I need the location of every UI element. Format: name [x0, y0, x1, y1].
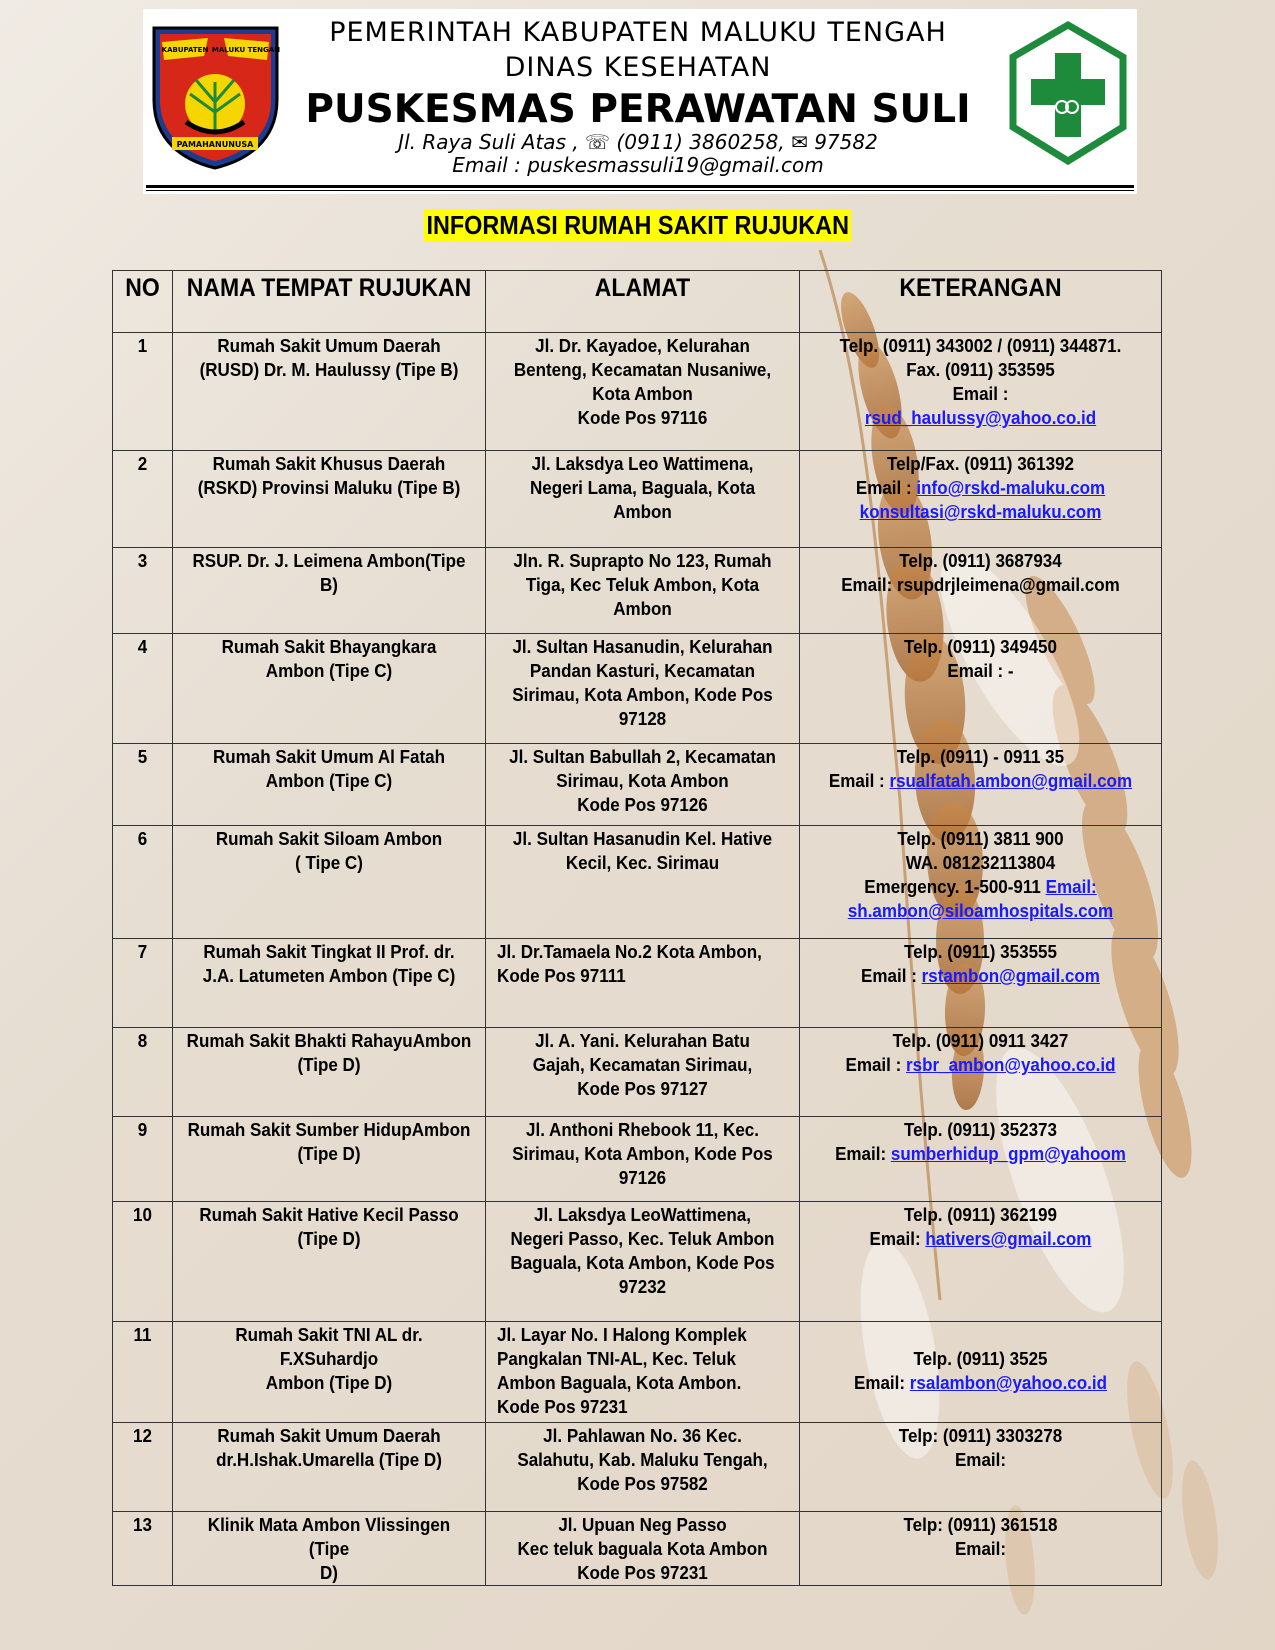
page-title: INFORMASI RUMAH SAKIT RUJUKAN: [424, 209, 852, 242]
cell-info: [800, 1423, 1162, 1512]
email-link[interactable]: konsultasi@rskd-maluku.com: [859, 501, 1102, 522]
letterhead-rule-thick: [146, 185, 1134, 188]
letterhead-address: Jl. Raya Suli Atas , ☏ (0911) 3860258, ✉ 97582: [398, 130, 878, 154]
cell-info: [800, 1028, 1162, 1117]
email-link[interactable]: rsbr_ambon@yahoo.co.id: [906, 1054, 1116, 1075]
email-label: Emergency. 1-500-911: [864, 876, 1046, 897]
referral-table: [112, 270, 1162, 1586]
table-row: [113, 634, 1162, 744]
cell-no: 5: [113, 744, 173, 826]
cell-address: Jl. Dr.Tamaela No.2 Kota Ambon, Kode Pos 97111: [486, 939, 800, 1028]
cell-name: Rumah Sakit Bhayangkara Ambon (Tipe C): [173, 634, 486, 744]
cell-name: Rumah Sakit Umum Al Fatah Ambon (Tipe C): [173, 744, 486, 826]
cell-info: [800, 548, 1162, 634]
table-row: [113, 1423, 1162, 1512]
info-line: Telp. (0911) 3525: [913, 1348, 1048, 1369]
cell-address: Jl. Sultan Hasanudin, Kelurahan Pandan Kasturi, Kecamatan Sirimau, Kota Ambon, Kode Pos 97128: [486, 634, 800, 744]
cell-info: [800, 1512, 1162, 1586]
info-line: Telp. (0911) 3811 900: [897, 828, 1064, 849]
info-line: Telp. (0911) 362199: [904, 1204, 1057, 1225]
cell-address: Jl. Laksdya LeoWattimena, Negeri Passo, Kec. Teluk Ambon Baguala, Kota Ambon, Kode Pos 97232: [486, 1202, 800, 1322]
cell-info: [800, 1117, 1162, 1202]
cell-info: [800, 744, 1162, 826]
email-label: Email :: [828, 770, 890, 791]
email-label: Email :: [855, 477, 917, 498]
table-row: [113, 826, 1162, 939]
letterhead-department: DINAS KESEHATAN: [504, 52, 772, 83]
info-line: Telp. (0911) 0911 3427: [892, 1030, 1069, 1051]
email-line: [814, 476, 1146, 500]
email-line: [814, 1053, 1146, 1077]
info-line: [814, 1323, 1146, 1347]
cell-name: Rumah Sakit Tingkat II Prof. dr. J.A. Latumeten Ambon (Tipe C): [173, 939, 486, 1028]
letterhead: [143, 9, 1137, 194]
email-label: Email:: [835, 1143, 891, 1164]
header-info: KETERANGAN: [800, 271, 1162, 333]
email-link[interactable]: sh.ambon@siloamhospitals.com: [847, 900, 1114, 921]
email-line: [814, 964, 1146, 988]
info-line: Telp. (0911) 3687934: [899, 550, 1062, 571]
email-line: [814, 769, 1146, 793]
cell-name: RSUP. Dr. J. Leimena Ambon(Tipe B): [173, 548, 486, 634]
cell-name: Rumah Sakit Khusus Daerah (RSKD) Provinsi Maluku (Tipe B): [173, 451, 486, 548]
email-label: Email:: [853, 1372, 910, 1393]
cell-address: Jl. Sultan Babullah 2, Kecamatan Sirimau, Kota Ambon Kode Pos 97126: [486, 744, 800, 826]
cell-no: 10: [113, 1202, 173, 1322]
title-wrap: [0, 209, 1275, 242]
header-name: NAMA TEMPAT RUJUKAN: [173, 271, 486, 333]
cell-no: 6: [113, 826, 173, 939]
cell-address: Jl. Layar No. I Halong Komplek Pangkalan TNI-AL, Kec. Teluk Ambon Baguala, Kota Ambon. Kode Pos 97231: [486, 1322, 800, 1423]
table-row: [113, 939, 1162, 1028]
cell-no: 3: [113, 548, 173, 634]
cell-no: 9: [113, 1117, 173, 1202]
cell-info: [800, 826, 1162, 939]
table-row: [113, 1322, 1162, 1423]
info-line: Email: rsupdrjleimena@gmail.com: [841, 574, 1120, 595]
info-line: Email : -: [947, 660, 1014, 681]
cell-address: Jl. Anthoni Rhebook 11, Kec. Sirimau, Kota Ambon, Kode Pos 97126: [486, 1117, 800, 1202]
email-line: [814, 406, 1146, 430]
cell-info: [800, 1322, 1162, 1423]
info-line: WA. 081232113804: [905, 852, 1056, 873]
email-line: [814, 1371, 1146, 1395]
cell-info: [800, 939, 1162, 1028]
info-line: Telp/Fax. (0911) 361392: [886, 453, 1075, 474]
cell-name: Rumah Sakit Siloam Ambon ( Tipe C): [173, 826, 486, 939]
cell-address: Jl. Pahlawan No. 36 Kec. Salahutu, Kab. Maluku Tengah, Kode Pos 97582: [486, 1423, 800, 1512]
cell-name: Klinik Mata Ambon Vlissingen (Tipe D): [173, 1512, 486, 1586]
info-line: Telp. (0911) - 0911 35: [896, 746, 1065, 767]
info-line: Telp. (0911) 343002 / (0911) 344871.: [839, 335, 1122, 356]
email-label: Email:: [869, 1228, 926, 1249]
table-row: [113, 548, 1162, 634]
table-row: [113, 1512, 1162, 1586]
email-link[interactable]: info@rskd-maluku.com: [916, 477, 1106, 498]
cell-name: Rumah Sakit Bhakti RahayuAmbon (Tipe D): [173, 1028, 486, 1117]
cell-address: Jl. Laksdya Leo Wattimena, Negeri Lama, Baguala, Kota Ambon: [486, 451, 800, 548]
letterhead-name: PUSKESMAS PERAWATAN SULI: [305, 87, 971, 132]
info-line: Email:: [954, 1538, 1007, 1559]
cell-no: 7: [113, 939, 173, 1028]
cell-address: Jl. Sultan Hasanudin Kel. Hative Kecil, Kec. Sirimau: [486, 826, 800, 939]
table-row: [113, 744, 1162, 826]
email-line: [814, 875, 1146, 899]
cell-name: Rumah Sakit Umum Daerah dr.H.Ishak.Umarella (Tipe D): [173, 1423, 486, 1512]
info-line: Email :: [952, 383, 1009, 404]
table-row: [113, 1028, 1162, 1117]
email-link[interactable]: rsud_haulussy@yahoo.co.id: [864, 407, 1097, 428]
cell-no: 13: [113, 1512, 173, 1586]
cell-info: [800, 634, 1162, 744]
email-link[interactable]: rstambon@gmail.com: [921, 965, 1100, 986]
info-line: Telp. (0911) 352373: [904, 1119, 1057, 1140]
info-line: Telp: (0911) 3303278: [898, 1425, 1063, 1446]
table-row: [113, 333, 1162, 451]
cell-no: 11: [113, 1322, 173, 1423]
info-line: Email:: [954, 1449, 1007, 1470]
seal-text-bottom: PAMAHANUNUSA: [176, 140, 254, 149]
letterhead-government: PEMERINTAH KABUPATEN MALUKU TENGAH: [329, 17, 947, 48]
info-line: Telp. (0911) 349450: [904, 636, 1057, 657]
seal-text-top: KABUPATEN: [161, 46, 209, 54]
email-link[interactable]: sumberhidup_gpm@yahoom: [890, 1143, 1126, 1164]
cell-name: Rumah Sakit TNI AL dr. F.XSuhardjo Ambon (Tipe D): [173, 1322, 486, 1423]
cell-address: Jl. Dr. Kayadoe, Kelurahan Benteng, Kecamatan Nusaniwe, Kota Ambon Kode Pos 97116: [486, 333, 800, 451]
cell-name: Rumah Sakit Umum Daerah (RUSD) Dr. M. Haulussy (Tipe B): [173, 333, 486, 451]
table-body: [113, 333, 1162, 1586]
cell-no: 12: [113, 1423, 173, 1512]
cell-no: 2: [113, 451, 173, 548]
email-label: Email :: [845, 1054, 907, 1075]
seal-text-mid: MALUKU TENGAH: [211, 46, 281, 54]
cell-address: Jl. A. Yani. Kelurahan Batu Gajah, Kecamatan Sirimau, Kode Pos 97127: [486, 1028, 800, 1117]
email-link[interactable]: Email:: [1045, 876, 1097, 897]
puskesmas-logo-icon: [1005, 19, 1131, 169]
header-no: NO: [113, 271, 173, 333]
header-address: ALAMAT: [486, 271, 800, 333]
cell-name: Rumah Sakit Hative Kecil Passo (Tipe D): [173, 1202, 486, 1322]
email-line: [814, 1142, 1146, 1166]
email-link[interactable]: rsalambon@yahoo.co.id: [909, 1372, 1108, 1393]
table-row: [113, 1202, 1162, 1322]
info-line: Telp. (0911) 353555: [904, 941, 1057, 962]
cell-no: 8: [113, 1028, 173, 1117]
cell-address: Jln. R. Suprapto No 123, Rumah Tiga, Kec Teluk Ambon, Kota Ambon: [486, 548, 800, 634]
email-link[interactable]: hativers@gmail.com: [925, 1228, 1092, 1249]
cell-info: [800, 333, 1162, 451]
email-label: Email :: [861, 965, 922, 986]
table-row: [113, 1117, 1162, 1202]
cell-address: Jl. Upuan Neg Passo Kec teluk baguala Kota Ambon Kode Pos 97231: [486, 1512, 800, 1586]
cell-name: Rumah Sakit Sumber HidupAmbon (Tipe D): [173, 1117, 486, 1202]
info-line: Telp: (0911) 361518: [903, 1514, 1058, 1535]
letterhead-email: Email : puskesmassuli19@gmail.com: [452, 153, 824, 177]
letterhead-rule-thin: [146, 190, 1134, 191]
email-link[interactable]: rsualfatah.ambon@gmail.com: [889, 770, 1133, 791]
cell-no: 1: [113, 333, 173, 451]
table-header-row: [113, 271, 1162, 333]
table-row: [113, 451, 1162, 548]
cell-info: [800, 1202, 1162, 1322]
cell-no: 4: [113, 634, 173, 744]
cell-info: [800, 451, 1162, 548]
info-line: Fax. (0911) 353595: [906, 359, 1055, 380]
email-line: [814, 1227, 1146, 1251]
